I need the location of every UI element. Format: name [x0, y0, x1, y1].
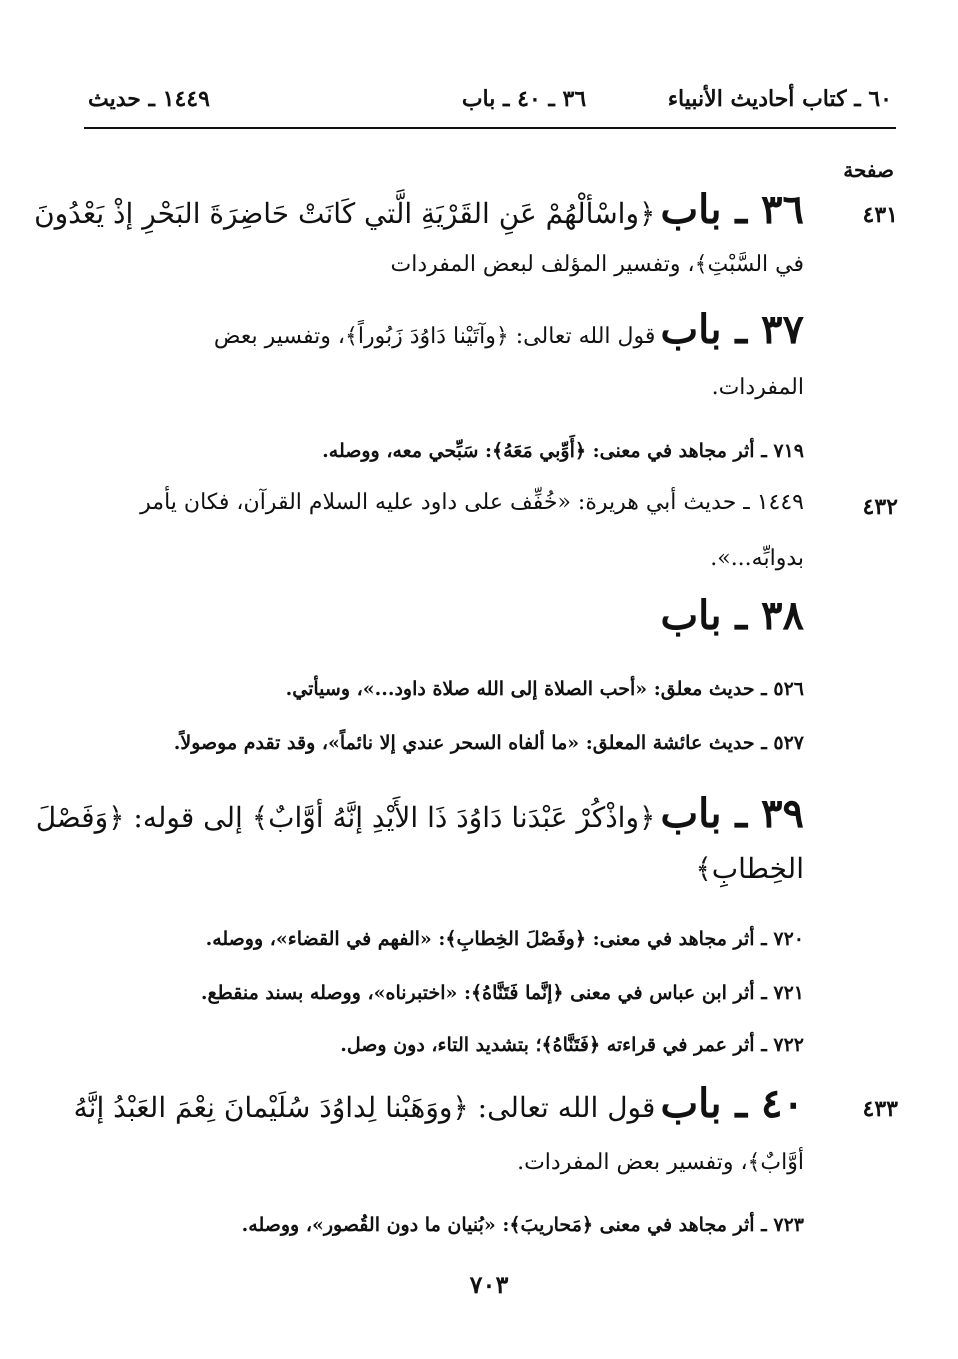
bab-40-title-line2: أوَّابٌ﴾، وتفسير بعض المفردات.	[517, 1150, 804, 1175]
page-number: ٧٠٣	[469, 1270, 509, 1299]
bab-36-heading	[34, 186, 804, 233]
page-ref-431: ٤٣١	[862, 202, 898, 228]
bab-36-title-line2: في السَّبْتِ﴾، وتفسير المؤلف لبعض المفردات	[390, 252, 804, 277]
entry-527: ٥٢٧ ـ حديث عائشة المعلق: «ما ألفاه السحر عندي إلا نائماً»، وقد تقدم موصولاً.	[173, 732, 804, 754]
entry-723: ٧٢٣ ـ أثر مجاهد في معنى ﴿مَحاريبَ﴾: «بُنيان ما دون القُصور»، ووصله.	[241, 1214, 804, 1236]
entry-720: ٧٢٠ ـ أثر مجاهد في معنى: ﴿وفَصْلَ الخِطابِ﴾: «الفهم في القضاء»، ووصله.	[205, 928, 804, 950]
entry-722: ٧٢٢ ـ أثر عمر في قراءته ﴿فَتَنَّاهُ﴾؛ بتشديد التاء، دون وصل.	[340, 1034, 804, 1056]
bab-37-title-line1: قول الله تعالى: ﴿وآتَيْنا دَاوُدَ زَبُوراً﴾، وتفسير بعض	[213, 324, 656, 349]
bab-39-title-line2: الخِطابِ﴾	[695, 852, 804, 885]
header-hadith-number: ١٤٤٩ ـ حديث	[88, 86, 210, 112]
header-divider	[84, 127, 896, 129]
bab-40-number: ٤٠ ـ باب	[660, 1080, 804, 1127]
bab-40-heading	[73, 1080, 804, 1127]
entry-721: ٧٢١ ـ أثر ابن عباس في معنى ﴿إنَّما فَتَنَّاهُ﴾: «اختبرناه»، ووصله بسند منقطع.	[200, 982, 804, 1004]
page-column-label: صفحة	[843, 158, 894, 182]
bab-38-heading	[84, 592, 804, 639]
bab-40-title-line1: قول الله تعالى: ﴿ووَهَبْنا لِداوُدَ سُلَيْمانَ نِعْمَ العَبْدُ إنَّهُ	[73, 1091, 656, 1124]
bab-37-title-line2: المفردات.	[711, 375, 804, 400]
header-chapter-range: ٣٦ ـ ٤٠ ـ باب	[461, 86, 587, 112]
page-ref-432: ٤٣٢	[862, 494, 898, 520]
bab-39-number: ٣٩ ـ باب	[660, 790, 804, 837]
page-ref-433: ٤٣٣	[862, 1096, 898, 1122]
bab-39-heading	[35, 790, 804, 837]
entry-526: ٥٢٦ ـ حديث معلق: «أحب الصلاة إلى الله صلاة داود...»، وسيأتي.	[285, 678, 804, 700]
header-book-title: ٦٠ ـ كتاب أحاديث الأنبياء	[667, 86, 892, 112]
hadith-1449-line2: بدوابِّه...».	[710, 546, 804, 571]
bab-36-title-line1: ﴿واسْألْهُمْ عَنِ القَرْيَةِ الَّتي كَانَتْ حَاضِرَةَ البَحْرِ إذْ يَعْدُونَ	[34, 197, 656, 230]
bab-36-number: ٣٦ ـ باب	[660, 186, 804, 233]
entry-719: ٧١٩ ـ أثر مجاهد في معنى: ﴿أَوِّبي مَعَهُ﴾: سَبِّحي معه، ووصله.	[322, 440, 804, 462]
bab-37-number: ٣٧ ـ باب	[660, 306, 804, 353]
bab-37-heading	[84, 306, 804, 353]
bab-38-number: ٣٨ ـ باب	[660, 592, 804, 639]
bab-39-title-line1: ﴿واذْكُرْ عَبْدَنا دَاوُدَ ذَا الأَيْدِ إنَّهُ أوَّابٌ﴾ إلى قوله: ﴿وَفَصْلَ	[35, 801, 656, 834]
hadith-1449-line1: ١٤٤٩ ـ حديث أبي هريرة: «خُفِّف على داود عليه السلام القرآن، فكان يأمر	[140, 490, 804, 515]
